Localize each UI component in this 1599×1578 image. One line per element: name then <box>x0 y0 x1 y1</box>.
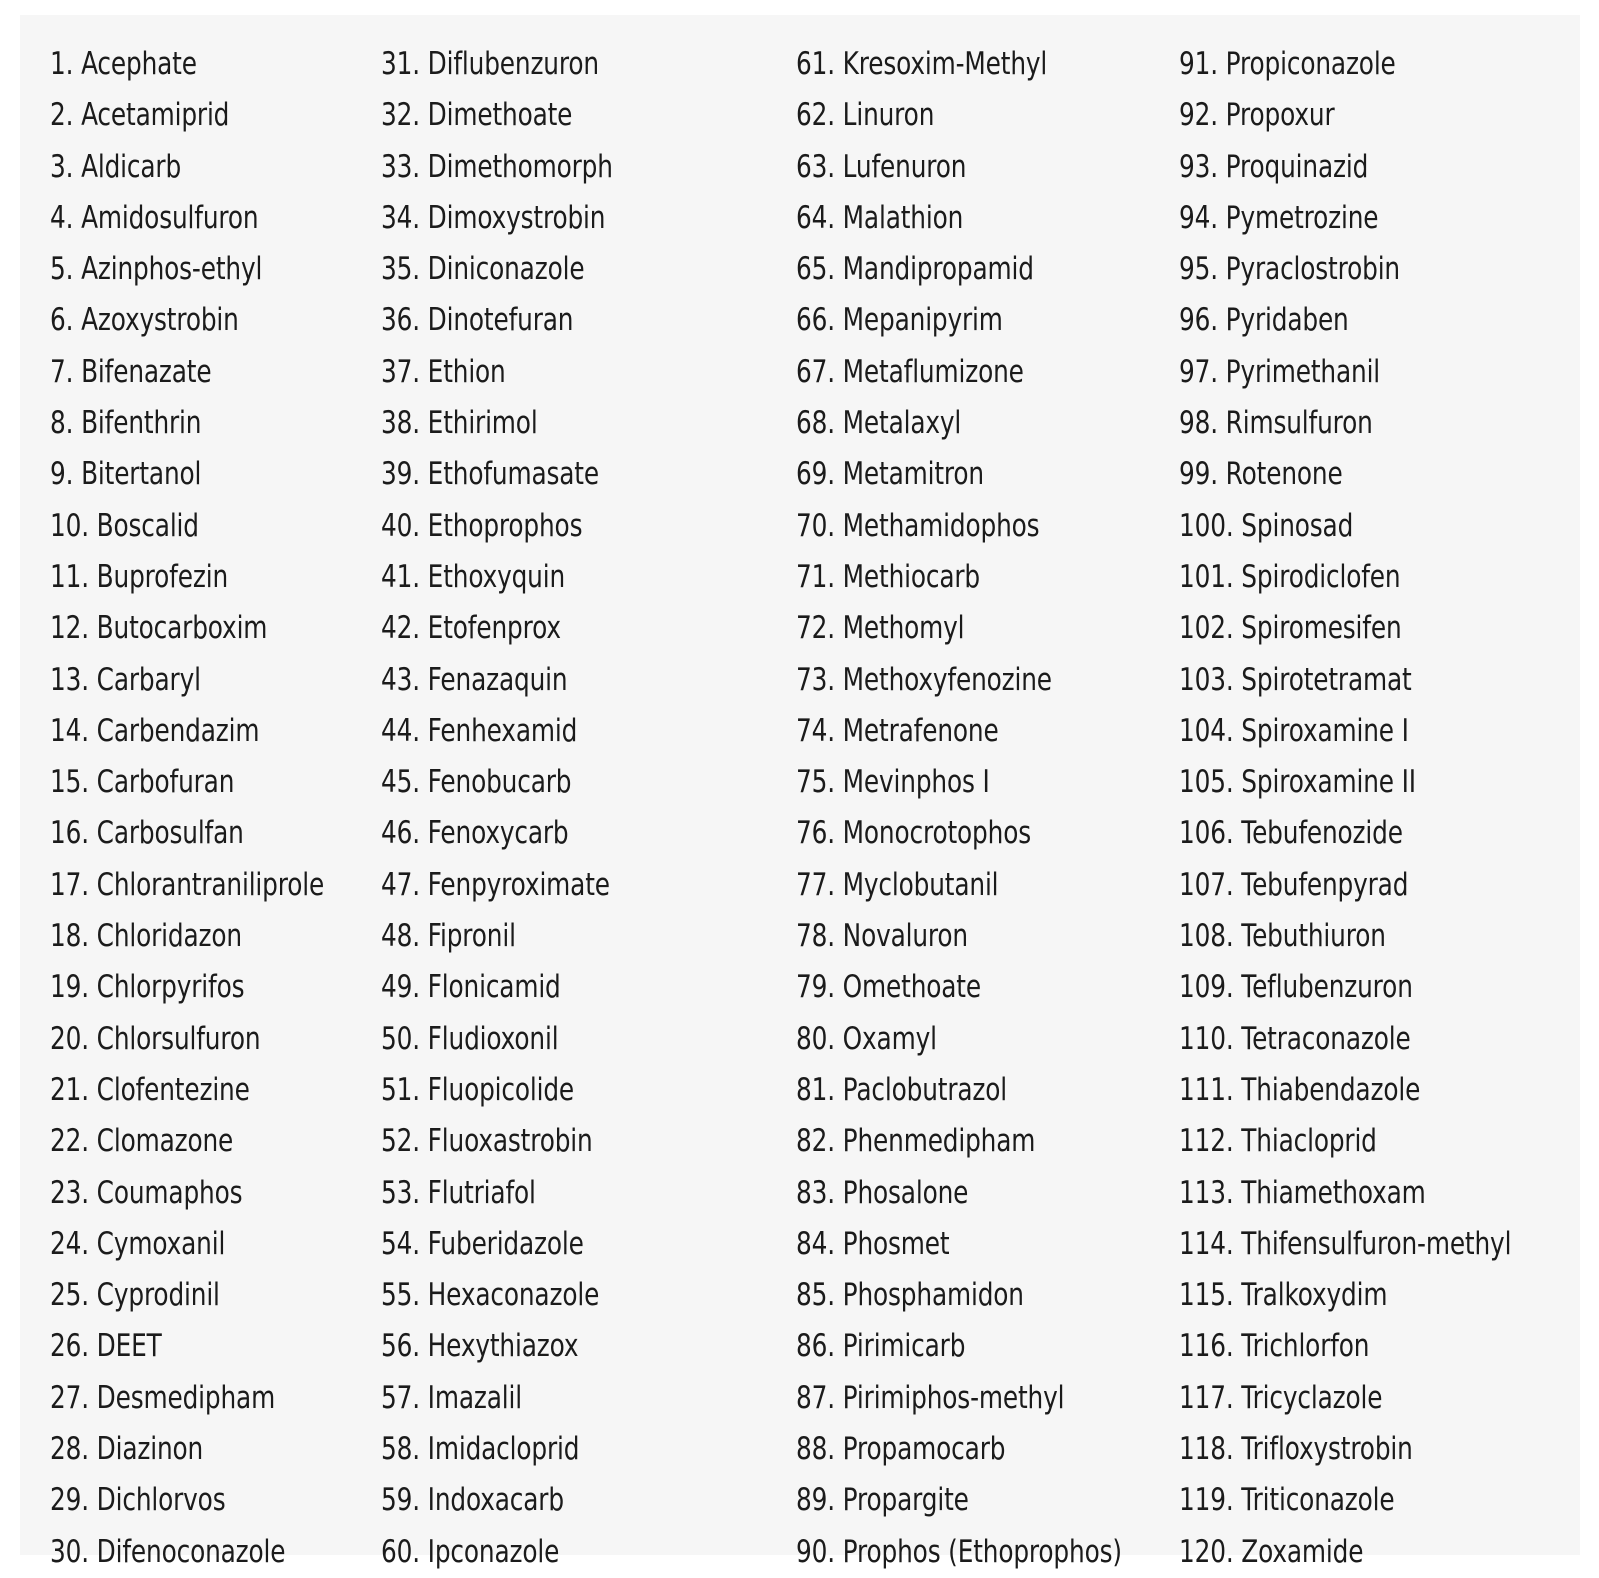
list-item: 9. Bitertanol <box>50 456 202 493</box>
list-item: 83. Phosalone <box>796 1174 969 1211</box>
list-item: 23. Coumaphos <box>50 1174 243 1211</box>
list-item: 42. Etofenprox <box>381 610 561 647</box>
list-item: 116. Trichlorfon <box>1179 1328 1370 1365</box>
list-item: 57. Imazalil <box>381 1379 522 1416</box>
list-item: 46. Fenoxycarb <box>381 815 569 852</box>
list-item: 55. Hexaconazole <box>381 1277 600 1314</box>
list-item: 21. Clofentezine <box>50 1071 250 1108</box>
list-item: 20. Chlorsulfuron <box>50 1020 261 1057</box>
list-item: 64. Malathion <box>796 199 964 236</box>
list-item: 24. Cymoxanil <box>50 1225 226 1262</box>
list-item: 114. Thifensulfuron-methyl <box>1179 1225 1512 1262</box>
list-item: 107. Tebufenpyrad <box>1179 866 1409 903</box>
list-item: 38. Ethirimol <box>381 405 538 442</box>
list-item: 94. Pymetrozine <box>1179 199 1379 236</box>
list-item: 82. Phenmedipham <box>796 1123 1036 1160</box>
list-item: 34. Dimoxystrobin <box>381 199 606 236</box>
list-item: 97. Pyrimethanil <box>1179 353 1381 390</box>
list-item: 19. Chlorpyrifos <box>50 969 245 1006</box>
list-item: 5. Azinphos-ethyl <box>50 251 263 288</box>
list-item: 45. Fenobucarb <box>381 764 572 801</box>
list-item: 88. Propamocarb <box>796 1431 1006 1468</box>
list-item: 63. Lufenuron <box>796 148 967 185</box>
list-item: 65. Mandipropamid <box>796 251 1034 288</box>
list-item: 108. Tebuthiuron <box>1179 918 1386 955</box>
list-item: 98. Rimsulfuron <box>1179 405 1373 442</box>
list-item: 52. Fluoxastrobin <box>381 1123 593 1160</box>
list-item: 85. Phosphamidon <box>796 1277 1024 1314</box>
list-item: 111. Thiabendazole <box>1179 1071 1421 1108</box>
list-item: 30. Difenoconazole <box>50 1533 286 1570</box>
list-item: 80. Oxamyl <box>796 1020 937 1057</box>
list-item: 8. Bifenthrin <box>50 405 202 442</box>
list-item: 36. Dinotefuran <box>381 302 574 339</box>
pesticide-list-panel <box>20 15 1580 1570</box>
list-item: 87. Pirimiphos-methyl <box>796 1379 1065 1416</box>
list-item: 6. Azoxystrobin <box>50 302 239 339</box>
list-item: 16. Carbosulfan <box>50 815 244 852</box>
list-item: 27. Desmedipham <box>50 1379 276 1416</box>
list-item: 92. Propoxur <box>1179 97 1335 134</box>
list-item: 119. Triticonazole <box>1179 1482 1395 1519</box>
list-item: 7. Bifenazate <box>50 353 212 390</box>
list-item: 14. Carbendazim <box>50 712 260 749</box>
list-item: 106. Tebufenozide <box>1179 815 1403 852</box>
list-item: 33. Dimethomorph <box>381 148 613 185</box>
list-item: 53. Flutriafol <box>381 1174 536 1211</box>
list-item: 61. Kresoxim-Methyl <box>796 46 1048 82</box>
list-item: 115. Tralkoxydim <box>1179 1277 1388 1314</box>
list-column-3 <box>796 39 1203 1578</box>
list-column-1 <box>50 39 393 1578</box>
list-item: 12. Butocarboxim <box>50 610 268 647</box>
list-item: 58. Imidacloprid <box>381 1431 580 1468</box>
list-item: 78. Novaluron <box>796 918 968 955</box>
list-item: 68. Metalaxyl <box>796 405 962 442</box>
list-item: 25. Cyprodinil <box>50 1277 220 1314</box>
list-item: 84. Phosmet <box>796 1225 950 1262</box>
list-item: 113. Thiamethoxam <box>1179 1174 1426 1211</box>
list-item: 37. Ethion <box>381 353 506 390</box>
list-item: 40. Ethoprophos <box>381 507 583 544</box>
list-item: 59. Indoxacarb <box>381 1482 564 1519</box>
list-column-4 <box>1179 39 1594 1578</box>
list-item: 112. Thiacloprid <box>1179 1123 1377 1160</box>
list-item: 10. Boscalid <box>50 507 199 544</box>
list-item: 49. Flonicamid <box>381 969 561 1006</box>
list-item: 110. Tetraconazole <box>1179 1020 1411 1057</box>
list-item: 39. Ethofumasate <box>381 456 599 493</box>
list-item: 51. Fluopicolide <box>381 1071 575 1108</box>
list-item: 50. Fludioxonil <box>381 1020 559 1057</box>
list-item: 60. Ipconazole <box>381 1533 560 1570</box>
list-item: 101. Spirodiclofen <box>1179 558 1401 595</box>
list-item: 66. Mepanipyrim <box>796 302 1003 339</box>
list-item: 71. Methiocarb <box>796 558 981 595</box>
list-item: 22. Clomazone <box>50 1123 234 1160</box>
list-item: 96. Pyridaben <box>1179 302 1349 339</box>
list-item: 43. Fenazaquin <box>381 661 568 698</box>
list-item: 118. Trifloxystrobin <box>1179 1431 1413 1468</box>
list-item: 86. Pirimicarb <box>796 1328 966 1365</box>
list-item: 48. Fipronil <box>381 918 516 955</box>
list-item: 69. Metamitron <box>796 456 984 493</box>
list-item: 2. Acetamiprid <box>50 97 230 134</box>
list-item: 4. Amidosulfuron <box>50 199 259 236</box>
list-item: 77. Myclobutanil <box>796 866 999 903</box>
list-item: 54. Fuberidazole <box>381 1225 584 1262</box>
list-item: 41. Ethoxyquin <box>381 558 566 595</box>
list-item: 13. Carbaryl <box>50 661 201 698</box>
list-item: 104. Spiroxamine I <box>1179 712 1409 749</box>
list-item: 62. Linuron <box>796 97 935 134</box>
list-item: 79. Omethoate <box>796 969 981 1006</box>
list-item: 100. Spinosad <box>1179 507 1354 544</box>
list-item: 11. Buprofezin <box>50 558 228 595</box>
list-item: 28. Diazinon <box>50 1431 204 1468</box>
list-item: 90. Prophos (Ethoprophos) <box>796 1533 1122 1570</box>
list-item: 91. Propiconazole <box>1179 46 1396 82</box>
list-item: 1. Acephate <box>50 46 197 82</box>
list-item: 3. Aldicarb <box>50 148 182 185</box>
list-column-2 <box>381 39 671 1578</box>
list-item: 105. Spiroxamine II <box>1179 764 1416 801</box>
list-item: 72. Methomyl <box>796 610 965 647</box>
list-item: 102. Spiromesifen <box>1179 610 1402 647</box>
list-item: 93. Proquinazid <box>1179 148 1369 185</box>
list-item: 67. Metaflumizone <box>796 353 1024 390</box>
list-item: 74. Metrafenone <box>796 712 999 749</box>
list-item: 73. Methoxyfenozine <box>796 661 1052 698</box>
list-item: 35. Diniconazole <box>381 251 585 288</box>
list-item: 15. Carbofuran <box>50 764 235 801</box>
list-item: 47. Fenpyroximate <box>381 866 610 903</box>
list-item: 120. Zoxamide <box>1179 1533 1364 1570</box>
list-item: 17. Chlorantraniliprole <box>50 866 325 903</box>
list-item: 75. Mevinphos I <box>796 764 990 801</box>
list-item: 76. Monocrotophos <box>796 815 1031 852</box>
list-item: 70. Methamidophos <box>796 507 1040 544</box>
list-item: 31. Diflubenzuron <box>381 46 599 82</box>
list-item: 117. Tricyclazole <box>1179 1379 1383 1416</box>
list-item: 56. Hexythiazox <box>381 1328 579 1365</box>
list-item: 109. Teflubenzuron <box>1179 969 1413 1006</box>
list-item: 103. Spirotetramat <box>1179 661 1412 698</box>
list-item: 26. DEET <box>50 1328 162 1365</box>
list-item: 44. Fenhexamid <box>381 712 578 749</box>
list-item: 95. Pyraclostrobin <box>1179 251 1400 288</box>
list-item: 81. Paclobutrazol <box>796 1071 1007 1108</box>
list-item: 29. Dichlorvos <box>50 1482 226 1519</box>
list-item: 18. Chloridazon <box>50 918 242 955</box>
list-item: 89. Propargite <box>796 1482 969 1519</box>
list-item: 99. Rotenone <box>1179 456 1343 493</box>
list-item: 32. Dimethoate <box>381 97 573 134</box>
